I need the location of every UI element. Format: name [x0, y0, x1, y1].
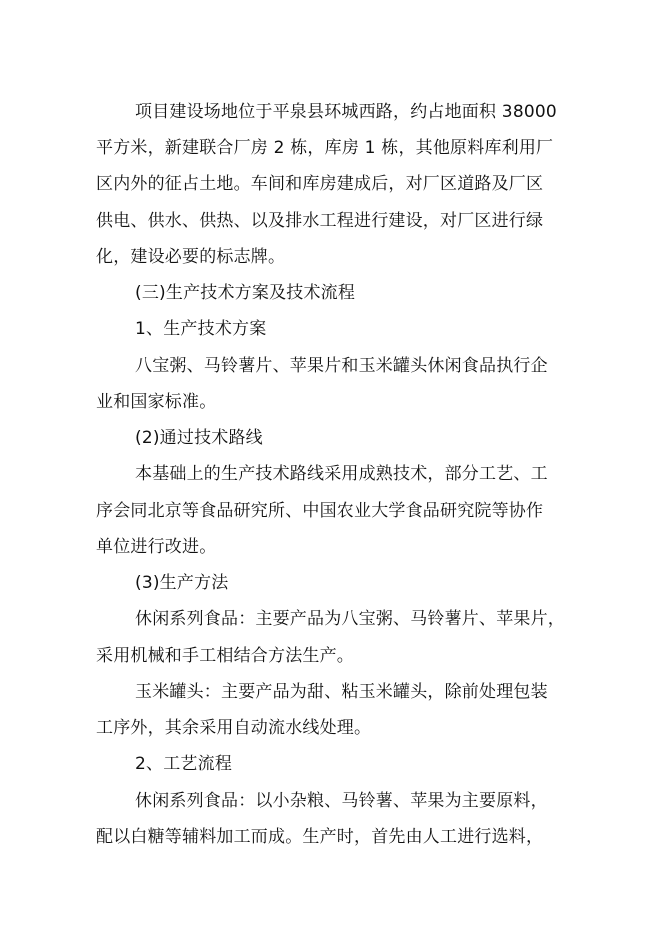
paragraph-line: 平方米，新建联合厂房 2 栋，库房 1 栋，其他原料库利用厂: [96, 138, 554, 158]
paragraph-line: 序会同北京等食品研究所、中国农业大学食品研究院等协作: [96, 501, 544, 521]
paragraph-line: 化，建设必要的标志牌。: [96, 247, 286, 267]
paragraph-line: 业和国家标准。: [96, 392, 217, 412]
paragraph-line: 配以白糖等辅料加工而成。生产时，首先由人工进行选料，: [96, 827, 544, 847]
paragraph-line: 工序外，其余采用自动流水线处理。: [96, 718, 372, 738]
paragraph-line: 区内外的征占土地。车间和库房建成后，对厂区道路及厂区: [96, 174, 544, 194]
paragraph-line: 采用机械和手工相结合方法生产。: [96, 646, 354, 666]
subsection-heading: 1、生产技术方案: [135, 319, 267, 339]
paragraph-line: 玉米罐头：主要产品为甜、粘玉米罐头，除前处理包装: [135, 682, 548, 702]
paragraph-line: 八宝粥、马铃薯片、苹果片和玉米罐头休闲食品执行企: [135, 356, 548, 376]
subsection-heading: (3)生产方法: [135, 573, 229, 593]
paragraph-line: 本基础上的生产技术路线采用成熟技术，部分工艺、工: [135, 464, 548, 484]
paragraph-line: 项目建设场地位于平泉县环城西路，约占地面积 38000: [135, 102, 557, 122]
paragraph-line: 单位进行改进。: [96, 537, 217, 557]
paragraph-line: 休闲系列食品：以小杂粮、马铃薯、苹果为主要原料，: [135, 791, 548, 811]
section-heading: (三)生产技术方案及技术流程: [135, 283, 356, 303]
subsection-heading: 2、工艺流程: [135, 754, 233, 774]
subsection-heading: (2)通过技术路线: [135, 428, 263, 448]
paragraph-line: 供电、供水、供热、以及排水工程进行建设，对厂区进行绿: [96, 211, 544, 231]
paragraph-line: 休闲系列食品：主要产品为八宝粥、马铃薯片、苹果片，: [135, 609, 565, 629]
